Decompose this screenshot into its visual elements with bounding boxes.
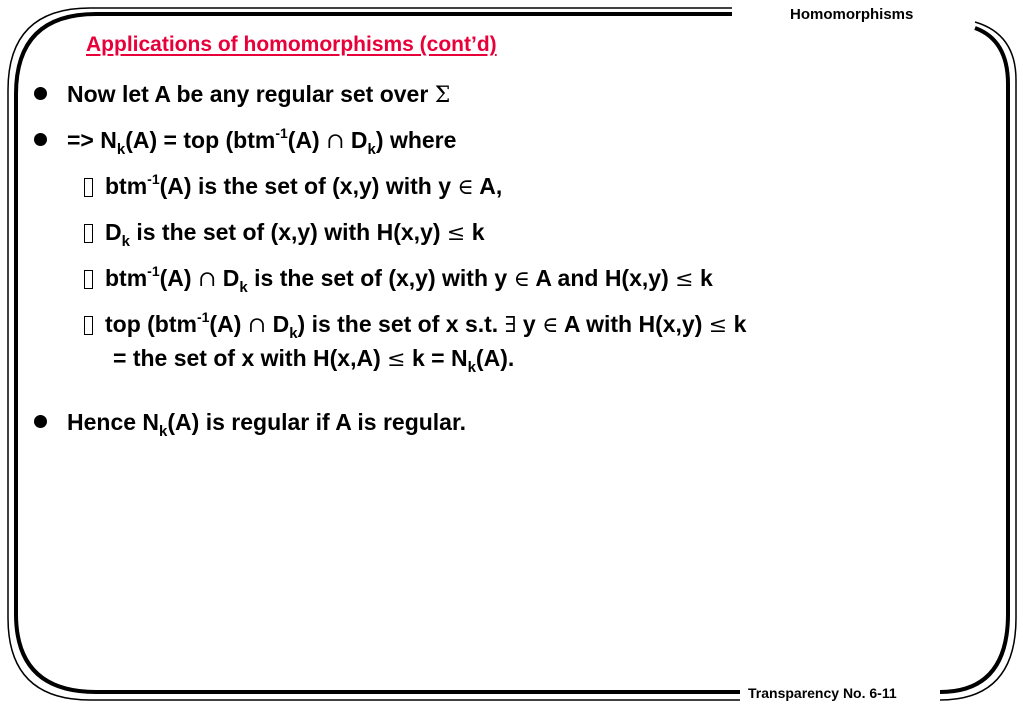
text-run: ) is the set of x s.t.: [297, 311, 505, 337]
sub-item-4: [34, 308, 994, 342]
bullet-dot-icon: [34, 415, 47, 428]
text-run: A,: [473, 173, 503, 199]
element-of-symbol: ∈: [457, 175, 474, 200]
text-run: k: [465, 219, 485, 245]
text-run: btm: [105, 265, 148, 291]
sub-item-2: [34, 216, 994, 250]
bullet-dot-icon: [34, 87, 47, 100]
text-run: (A) = top (btm: [125, 127, 276, 153]
text-run: (A).: [475, 345, 515, 371]
missing-glyph-bullet-icon: [84, 224, 93, 243]
text-run: k: [693, 265, 713, 291]
subscript: k: [116, 141, 126, 158]
text-run: D: [216, 265, 240, 291]
text-run: A and H(x,y): [529, 265, 676, 291]
spacer: [34, 376, 994, 406]
text-run: Hence N: [67, 409, 160, 435]
missing-glyph-bullet-icon: [84, 178, 93, 197]
subscript: k: [239, 279, 248, 296]
element-of-symbol: ∈: [513, 267, 530, 292]
less-equal-symbol: ≤: [675, 267, 694, 292]
superscript: -1: [147, 263, 160, 279]
text-run: (A): [159, 265, 198, 291]
text-run: top (btm: [105, 311, 197, 337]
superscript: -1: [147, 171, 160, 187]
text-run: (A): [209, 311, 248, 337]
less-equal-symbol: ≤: [387, 347, 406, 372]
text-run: ) where: [375, 127, 457, 153]
text-run: D: [266, 311, 290, 337]
text-run: = the set of x with H(x,A): [113, 345, 388, 371]
header-title: Homomorphisms: [790, 6, 914, 23]
subscript: k: [159, 423, 168, 440]
text-run: y: [516, 311, 543, 337]
sub-item-4-continuation: [34, 342, 994, 376]
bullet-item-3: [34, 406, 994, 439]
sub-item-1: [34, 170, 994, 204]
text-run: (A) is regular if A is regular.: [167, 409, 467, 435]
missing-glyph-bullet-icon: [84, 270, 93, 289]
superscript: -1: [196, 309, 210, 325]
sigma-symbol: Σ: [434, 83, 451, 108]
subscript: k: [121, 233, 130, 250]
less-equal-symbol: ≤: [446, 221, 466, 246]
sub-item-3: [34, 262, 994, 296]
slide-content: [34, 78, 994, 439]
bullet-text: Now let A be any regular set over: [67, 81, 435, 107]
bullet-dot-icon: [34, 133, 47, 146]
missing-glyph-bullet-icon: [84, 316, 93, 335]
text-run: is the set of (x,y) with H(x,y): [129, 219, 447, 245]
subscript: k: [467, 359, 476, 376]
text-run: A with H(x,y): [558, 311, 709, 337]
text-run: (A): [287, 127, 327, 153]
intersection-symbol: ∩: [197, 267, 217, 292]
superscript: -1: [275, 125, 288, 141]
bullet-item-1: [34, 78, 994, 112]
less-equal-symbol: ≤: [708, 313, 728, 338]
text-run: (A) is the set of (x,y) with y: [159, 173, 458, 199]
footer-label: Transparency No. 6-11: [748, 685, 897, 701]
subscript: k: [289, 325, 298, 342]
text-run: D: [344, 127, 368, 153]
text-run: => N: [67, 127, 117, 153]
text-run: k = N: [405, 345, 468, 371]
bullet-item-2: [34, 124, 994, 158]
intersection-symbol: ∩: [247, 313, 267, 338]
text-run: btm: [105, 173, 148, 199]
element-of-symbol: ∈: [542, 313, 559, 338]
exists-symbol: ∃: [504, 313, 517, 338]
text-run: is the set of (x,y) with y: [247, 265, 514, 291]
text-run: k: [727, 311, 747, 337]
slide-title: Applications of homomorphisms (cont’d): [86, 33, 497, 56]
intersection-symbol: ∩: [326, 129, 345, 154]
text-run: D: [105, 219, 122, 245]
subscript: k: [367, 141, 376, 158]
